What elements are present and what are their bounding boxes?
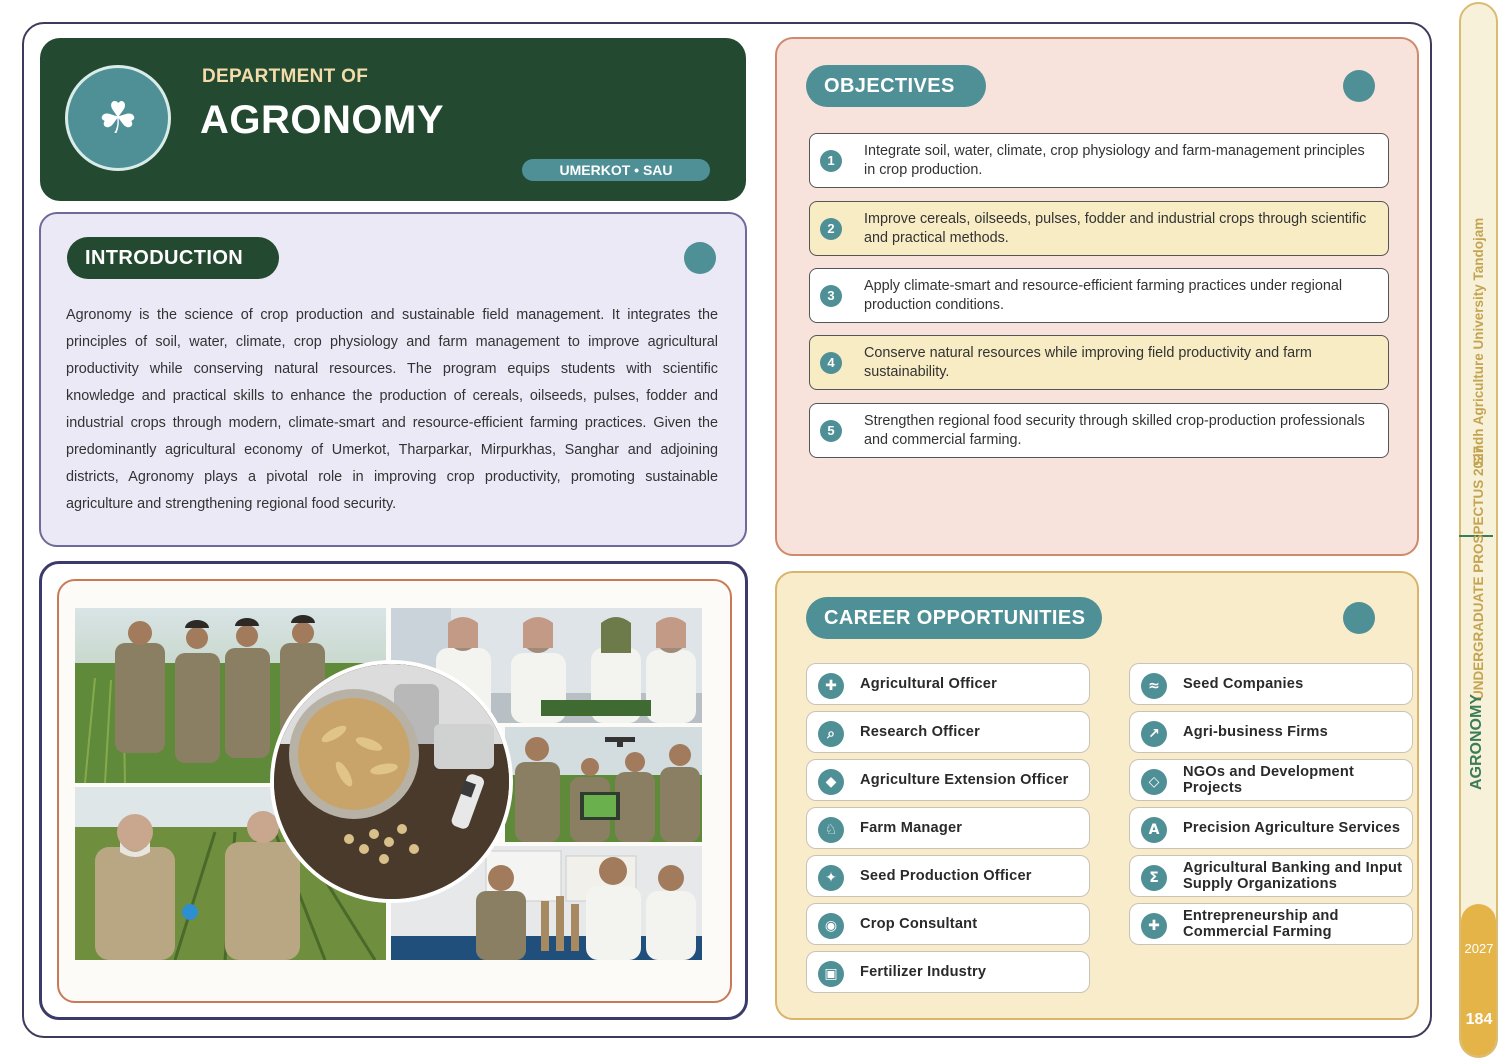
section-dot-icon [1343,70,1375,102]
outline-diamond-icon: ◇ [1141,769,1167,795]
plus-icon: ✚ [1141,913,1167,939]
objective-item [809,201,1389,256]
career-label: Agriculture Extension Officer [860,772,1069,788]
objective-text: Improve cereals, oilseeds, pulses, fodder and industrial crops through scientific and practical methods. [864,211,1367,246]
career-item [806,663,1090,705]
career-label: Fertilizer Industry [860,964,987,980]
sparkle-icon: ✦ [818,865,844,891]
factory-icon: ▣ [818,961,844,987]
introduction-text: Agronomy is the science of crop production and sustainable field management. It integrates the principles of soil, water, climate, crop physiology and farm management to improve agricultural productivity while conserving natural resources. The program equips students with scientific knowledge and practical skills to enhance the production of cereals, oilseeds, pulses, fodder and industrial crops through modern, climate-smart and resource-efficient farming practices. Given the predominantly agricultural economy of Umerkot, Tharparkar, Mirpurkhas, Sanghar and adjoining districts, Agronomy plays a pivotal role in improving crop productivity, promoting sustainable agriculture and strengthening regional food security. [66,307,718,512]
career-label: Precision Agriculture Services [1183,820,1401,836]
objective-text: Apply climate-smart and resource-efficient farming practices under regional production conditions. [864,278,1343,313]
career-item [1129,711,1413,753]
career-label: Agri-business Firms [1183,724,1328,740]
objective-text: Integrate soil, water, climate, crop physiology and farm-management principles in crop production. [864,143,1365,178]
career-item [806,711,1090,753]
farmer-icon: ♘ [818,817,844,843]
career-item [1129,855,1413,897]
career-label: Entrepreneurship and Commercial Farming [1183,908,1339,940]
objective-number: 5 [820,420,842,442]
career-label: Seed Companies [1183,676,1304,692]
plus-icon: ✚ [818,673,844,699]
objective-item [809,335,1389,390]
career-item [1129,663,1413,705]
objective-item [809,268,1389,323]
campus-badge: UMERKOT • SAU [522,159,710,181]
career-item [1129,807,1413,849]
career-item [806,855,1090,897]
target-icon: ◉ [818,913,844,939]
section-dot-icon [684,242,716,274]
introduction-section [39,212,747,547]
career-label: Agricultural Banking and Input Supply Organizations [1183,860,1403,892]
trend-arrow-icon: ↗ [1141,721,1167,747]
prospectus-title: UNDERGRADUATE PROSPECTUS 2027 [1471,445,1486,700]
seeds-soil-photo [270,660,513,903]
career-item [1129,903,1413,945]
career-item [806,903,1090,945]
drone-tablet-photo [505,727,702,842]
page-number: 184 [1465,1011,1493,1028]
letter-a-icon: A [1141,817,1167,843]
objectives-title: OBJECTIVES [806,65,986,107]
objective-number: 4 [820,352,842,374]
department-logo [65,65,171,171]
objective-text: Conserve natural resources while improving field productivity and farm sustainability. [864,345,1312,380]
career-item [806,951,1090,993]
section-dot-icon [1343,602,1375,634]
career-label: Farm Manager [860,820,963,836]
objective-number: 1 [820,150,842,172]
introduction-title: INTRODUCTION [67,237,279,279]
career-item [806,759,1090,801]
career-label: Research Officer [860,724,981,740]
objective-item [809,403,1389,458]
career-label: Crop Consultant [860,916,978,932]
career-opportunities-section [775,571,1419,1020]
wave-icon: ≈ [1141,673,1167,699]
department-name: AGRONOMY [200,98,444,142]
career-label: Agricultural Officer [860,676,997,692]
year-label: 2027 [1464,941,1494,956]
search-icon: ⌕ [818,721,844,747]
objective-number: 3 [820,285,842,307]
objectives-section [775,37,1419,556]
objective-number: 2 [820,218,842,240]
career-item [1129,759,1413,801]
university-name: Sindh Agriculture University Tandojam [1471,217,1486,466]
shamrock-icon: ☘ [98,92,138,144]
career-label: Seed Production Officer [860,868,1032,884]
career-label: NGOs and Development Projects [1183,764,1355,796]
year-tab [1461,904,1496,1056]
career-title: CAREER OPPORTUNITIES [806,597,1102,639]
objective-item [809,133,1389,188]
objective-text: Strengthen regional food security through skilled crop-production professionals and commercial farming. [864,413,1365,448]
department-label: DEPARTMENT OF [202,66,369,87]
department-side-label: AGRONOMY [1468,694,1485,790]
department-header [40,38,746,201]
sigma-icon: Σ [1141,865,1167,891]
diamond-icon: ◆ [818,769,844,795]
career-item [806,807,1090,849]
